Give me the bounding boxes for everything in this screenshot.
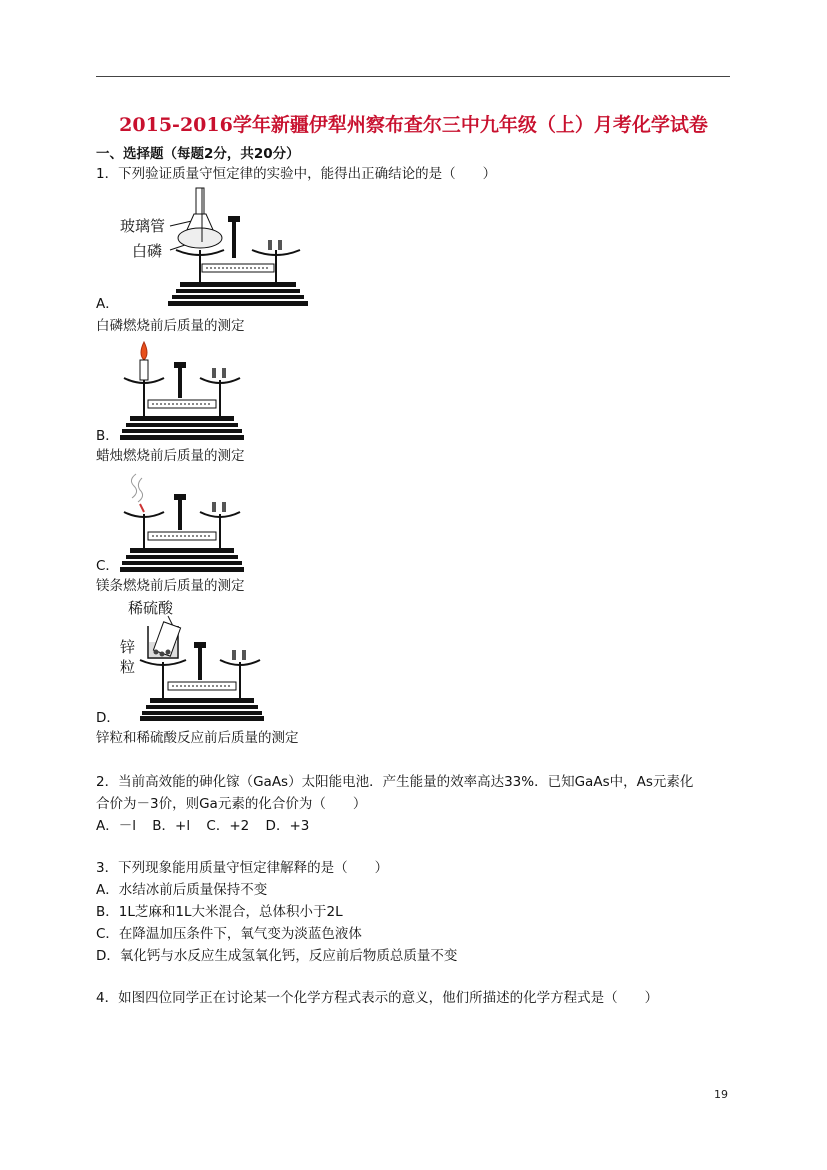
section-heading: 一、选择题（每题2分，共20分） xyxy=(96,146,300,162)
q2-option-c: C．+2 xyxy=(206,818,250,834)
figure-a-balance xyxy=(118,186,318,310)
page-number: 19 xyxy=(714,1088,728,1101)
option-b-caption: 蜡烛燃烧前后质量的测定 xyxy=(96,448,245,464)
label-white-phosphorus: 白磷 xyxy=(132,242,163,260)
question-3-stem: 3．下列现象能用质量守恒定律解释的是（ ） xyxy=(96,860,389,876)
q3-option-a: A．水结冰前后质量保持不变 xyxy=(96,882,268,898)
option-b-letter: B． xyxy=(96,428,119,444)
q3-option-b: B．1L芝麻和1L大米混合，总体积小于2L xyxy=(96,904,343,920)
header-rule xyxy=(96,76,730,77)
page-title: 2015-2016学年新疆伊犁州察布查尔三中九年级（上）月考化学试卷 xyxy=(119,114,708,136)
option-c-letter: C． xyxy=(96,558,119,574)
option-d-letter: D． xyxy=(96,710,120,726)
label-glass-tube: 玻璃管 xyxy=(120,217,166,235)
q2-option-d: D．+3 xyxy=(265,818,310,834)
q2-option-a: A．－l xyxy=(96,818,136,834)
label-zinc-2: 粒 xyxy=(120,658,136,676)
option-c-caption: 镁条燃烧前后质量的测定 xyxy=(96,578,245,594)
option-a-letter: A． xyxy=(96,296,119,312)
label-zinc-1: 锌 xyxy=(120,638,136,656)
question-4-stem: 4．如图四位同学正在讨论某一个化学方程式表示的意义，他们所描述的化学方程式是（ ） xyxy=(96,990,659,1006)
q3-option-d: D．氧化钙与水反应生成氢氧化钙，反应前后物质总质量不变 xyxy=(96,948,458,964)
option-d-caption: 锌粒和稀硫酸反应前后质量的测定 xyxy=(96,730,299,746)
q3-option-c: C．在降温加压条件下，氧气变为淡蓝色液体 xyxy=(96,926,362,942)
option-a-caption: 白磷燃烧前后质量的测定 xyxy=(96,318,245,334)
question-1-stem: 1．下列验证质量守恒定律的实验中，能得出正确结论的是（ ） xyxy=(96,166,497,182)
q2-option-b: B．+l xyxy=(152,818,191,834)
question-2-options xyxy=(96,816,321,836)
question-2-line-1: 2．当前高效能的砷化镓（GaAs）太阳能电池．产生能量的效率高达33%．已知GaAs中，As元素化 xyxy=(96,774,694,790)
question-2-line-2: 合价为－3价，则Ga元素的化合价为（ ） xyxy=(96,796,367,812)
label-sulfuric-acid: 稀硫酸 xyxy=(128,599,174,617)
figure-d-balance xyxy=(118,598,278,722)
figure-b-balance xyxy=(118,340,248,442)
figure-c-balance xyxy=(118,472,248,572)
